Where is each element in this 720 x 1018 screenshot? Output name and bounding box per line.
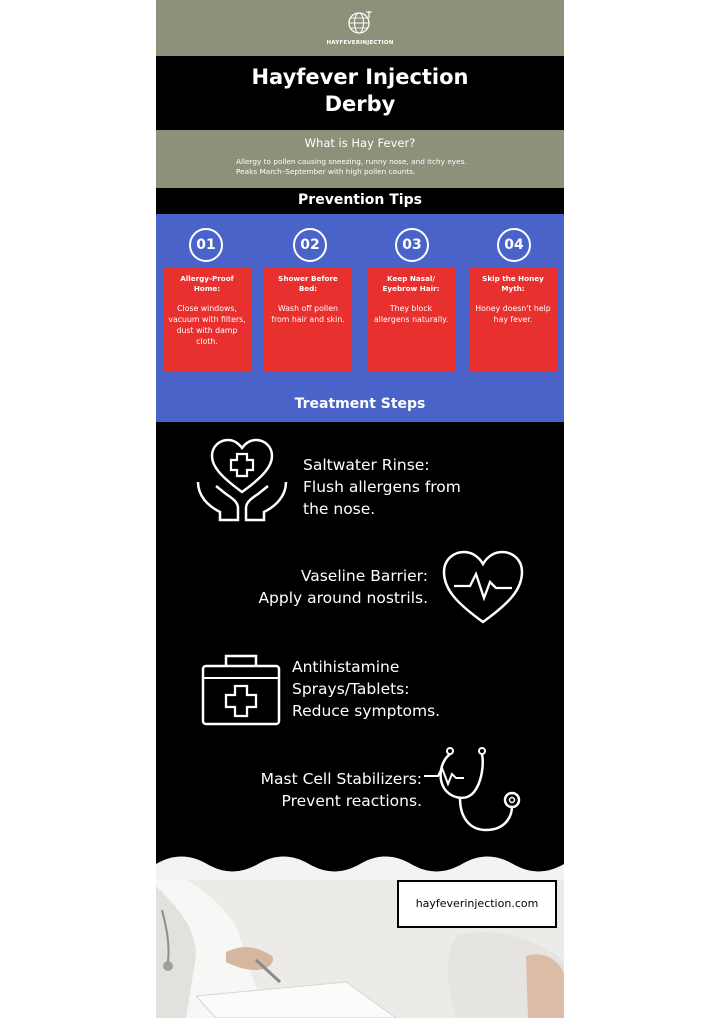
tip-body: They block allergens naturally. [373,304,449,324]
logo-text: HAYFEVERINJECTION [326,40,394,46]
heart-pulse-icon [440,548,526,626]
wave-divider [156,850,564,880]
tip-card-4 [469,268,557,372]
prevention-heading: Prevention Tips [298,192,422,208]
tip-number-2: 02 [293,228,327,262]
tip-card-1 [163,268,251,372]
first-aid-kit-icon [200,652,282,728]
tip-title: Skip the Honey Myth: [482,274,544,293]
step-line: Saltwater Rinse: [303,456,430,474]
step-line: Antihistamine [292,658,400,676]
step-line: the nose. [303,500,376,518]
tip-card-3 [367,268,455,372]
step-line: Apply around nostrils. [258,589,428,607]
tip-title: Keep Nasal/ Eyebrow Hair: [382,274,440,293]
page-title [156,64,564,118]
treatment-step-3 [292,656,440,722]
step-line: Mast Cell Stabilizers: [260,770,422,788]
treatment-heading: Treatment Steps [294,396,426,412]
about-text [236,157,536,177]
step-line: Prevent reactions. [281,792,422,810]
about-heading: What is Hay Fever? [304,136,416,150]
tip-number-4: 04 [497,228,531,262]
step-line: Reduce symptoms. [292,702,441,720]
title-line-2: Derby [324,92,396,116]
tip-number-1: 01 [189,228,223,262]
treatment-step-2 [232,565,428,609]
tip-number-3: 03 [395,228,429,262]
about-line-2: Peaks March–September with high pollen counts. [236,167,416,176]
logo-band [156,0,564,56]
title-line-1: Hayfever Injection [251,65,469,89]
step-line: Sprays/Tablets: [292,680,410,698]
step-line: Vaseline Barrier: [300,567,428,585]
tip-card-2 [264,268,352,372]
heart-in-hands-icon [194,432,290,524]
tip-title: Allergy-Proof Home: [180,274,234,293]
website-link[interactable]: hayfeverinjection.com [397,880,557,928]
infographic [156,0,564,1018]
treatment-step-1 [303,454,461,520]
tip-body: Close windows, vacuum with filters, dust with damp cloth. [168,304,246,346]
stethoscope-icon [420,744,530,834]
tip-body: Honey doesn't help hay fever. [475,304,551,324]
step-line: Flush allergens from [303,478,461,496]
tip-title: Shower Before Bed: [278,274,338,293]
tip-body: Wash off pollen from hair and skin. [271,304,345,324]
globe-logo-icon [346,8,374,36]
treatment-step-4 [212,768,422,812]
about-line-1: Allergy to pollen causing sneezing, runny nose, and itchy eyes. [236,157,467,166]
